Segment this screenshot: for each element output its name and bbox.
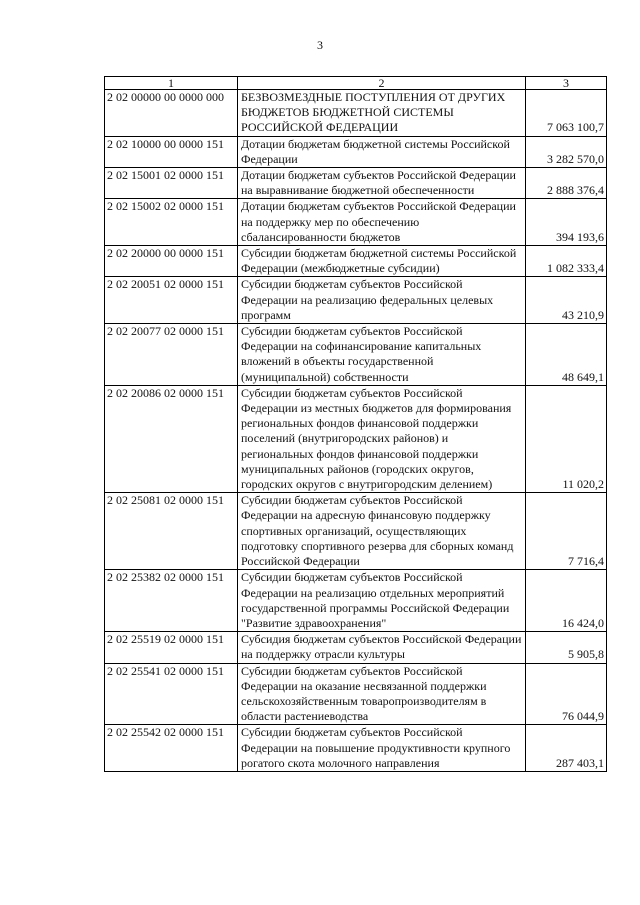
row-amount: 43 210,9 xyxy=(526,277,607,324)
table-row xyxy=(105,277,607,324)
row-amount: 1 082 333,4 xyxy=(526,246,607,277)
row-name: Дотации бюджетам субъектов Российской Федерации на поддержку мер по обеспечению сбалансированности бюджетов xyxy=(238,199,526,246)
row-amount: 5 905,8 xyxy=(526,632,607,663)
row-name: Дотации бюджетам субъектов Российской Федерации на выравнивание бюджетной обеспеченности xyxy=(238,168,526,199)
table-row xyxy=(105,136,607,167)
column-header-1: 1 xyxy=(105,77,238,90)
row-code: 2 02 25542 02 0000 151 xyxy=(105,725,238,772)
table-row xyxy=(105,385,607,492)
table-row xyxy=(105,663,607,725)
row-code: 2 02 20000 00 0000 151 xyxy=(105,246,238,277)
row-amount: 3 282 570,0 xyxy=(526,136,607,167)
column-header-3: 3 xyxy=(526,77,607,90)
row-code: 2 02 15001 02 0000 151 xyxy=(105,168,238,199)
row-amount: 16 424,0 xyxy=(526,570,607,632)
page-number: 3 xyxy=(317,38,323,52)
table-row xyxy=(105,199,607,246)
row-amount: 11 020,2 xyxy=(526,385,607,492)
budget-revenue-table xyxy=(104,76,607,772)
table-row xyxy=(105,90,607,137)
table-row xyxy=(105,324,607,386)
row-name: Субсидии бюджетам субъектов Российской Федерации на адресную финансовую поддержку спортивных организаций, осуществляющих подготовку спортивного резерва для сборных команд Российской Федерации xyxy=(238,493,526,570)
row-code: 2 02 00000 00 0000 000 xyxy=(105,90,238,137)
row-code: 2 02 25541 02 0000 151 xyxy=(105,663,238,725)
row-name: Субсидии бюджетам субъектов Российской Федерации на повышение продуктивности крупного рогатого скота молочного направления xyxy=(238,725,526,772)
row-name: Дотации бюджетам бюджетной системы Российской Федерации xyxy=(238,136,526,167)
table-row xyxy=(105,168,607,199)
row-name: Субсидии бюджетам субъектов Российской Федерации на реализацию отдельных мероприятий государственной программы Российской Федерации "Развитие здравоохранения" xyxy=(238,570,526,632)
row-name: Субсидия бюджетам субъектов Российской Федерации на поддержку отрасли культуры xyxy=(238,632,526,663)
row-amount: 2 888 376,4 xyxy=(526,168,607,199)
row-name: Субсидии бюджетам субъектов Российской Федерации из местных бюджетов для формирования региональных фондов финансовой поддержки поселений (внутригородских районов) и региональных фондов финансовой поддержки муниципальных районов (городских округов, городских округов с внутригородским делением) xyxy=(238,385,526,492)
row-code: 2 02 25382 02 0000 151 xyxy=(105,570,238,632)
row-name: БЕЗВОЗМЕЗДНЫЕ ПОСТУПЛЕНИЯ ОТ ДРУГИХ БЮДЖЕТОВ БЮДЖЕТНОЙ СИСТЕМЫ РОССИЙСКОЙ ФЕДЕРАЦИИ xyxy=(238,90,526,137)
row-amount: 48 649,1 xyxy=(526,324,607,386)
table-row xyxy=(105,725,607,772)
row-code: 2 02 10000 00 0000 151 xyxy=(105,136,238,167)
table-row xyxy=(105,493,607,570)
row-amount: 394 193,6 xyxy=(526,199,607,246)
column-header-2: 2 xyxy=(238,77,526,90)
row-name: Субсидии бюджетам субъектов Российской Федерации на софинансирование капитальных вложений в объекты государственной (муниципальной) собственности xyxy=(238,324,526,386)
table-header-row xyxy=(105,77,607,90)
row-code: 2 02 20077 02 0000 151 xyxy=(105,324,238,386)
row-code: 2 02 15002 02 0000 151 xyxy=(105,199,238,246)
row-code: 2 02 20086 02 0000 151 xyxy=(105,385,238,492)
row-code: 2 02 20051 02 0000 151 xyxy=(105,277,238,324)
row-amount: 7 063 100,7 xyxy=(526,90,607,137)
table-row xyxy=(105,570,607,632)
row-name: Субсидии бюджетам субъектов Российской Федерации на реализацию федеральных целевых программ xyxy=(238,277,526,324)
row-amount: 76 044,9 xyxy=(526,663,607,725)
row-code: 2 02 25519 02 0000 151 xyxy=(105,632,238,663)
row-name: Субсидии бюджетам субъектов Российской Федерации на оказание несвязанной поддержки сельскохозяйственным товаропроизводителям в области растениеводства xyxy=(238,663,526,725)
row-code: 2 02 25081 02 0000 151 xyxy=(105,493,238,570)
table-row xyxy=(105,632,607,663)
row-amount: 287 403,1 xyxy=(526,725,607,772)
table-row xyxy=(105,246,607,277)
row-amount: 7 716,4 xyxy=(526,493,607,570)
row-name: Субсидии бюджетам бюджетной системы Российской Федерации (межбюджетные субсидии) xyxy=(238,246,526,277)
